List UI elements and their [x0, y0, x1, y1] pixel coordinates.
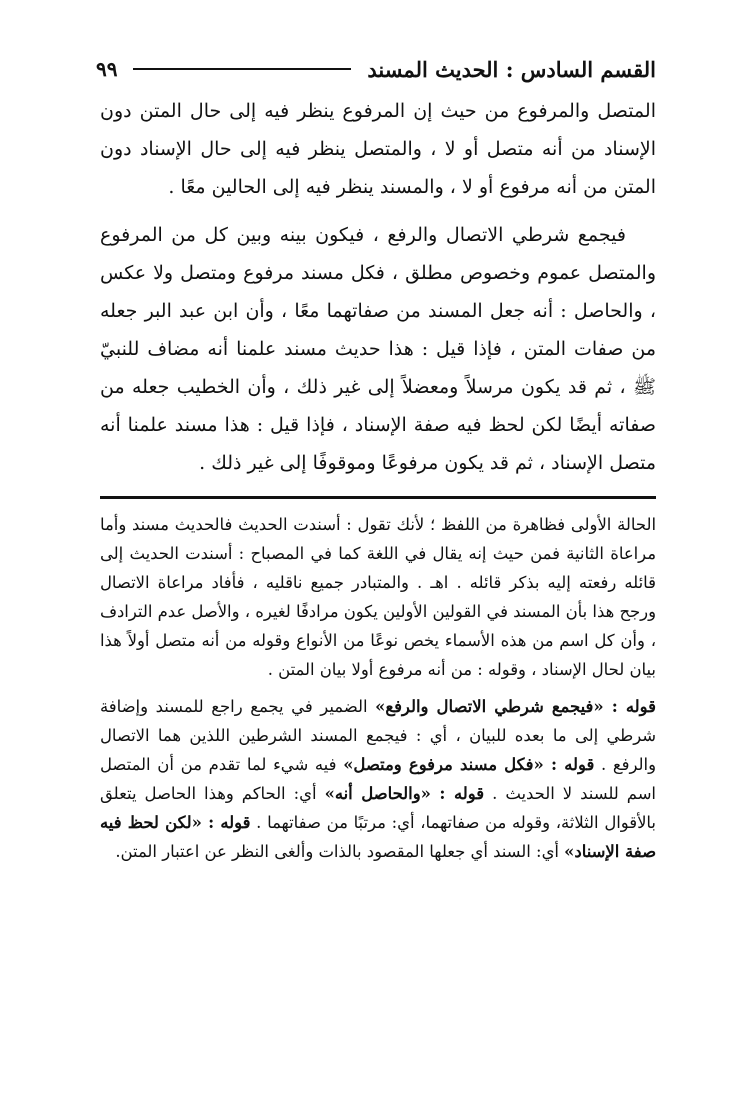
- page-number: ٩٩: [96, 57, 118, 81]
- running-title: القسم السادس : الحديث المسند: [367, 56, 656, 82]
- commentary-text: أي: السند أي جعلها المقصود بالذات وألغى النظر عن اعتبار المتن.: [115, 842, 565, 861]
- quote-label: قوله :: [603, 697, 656, 716]
- header-rule: [133, 68, 351, 70]
- footnote-paragraph: الحالة الأولى فظاهرة من اللفظ ؛ لأنك تقول : أسندت الحديث فالحديث مسند وأما مراعاة الثانية فمن حيث إنه يقال في اللغة كما في المصباح : أسندت الحديث إلى قائله رفعته إليه بذكر قائله . اهـ . والمتبادر جميع ناقليه ، فأفاد مراعاة الاتصال ورجح هذا بأن المسند في القولين الأولين يكون مرادفًا لغيره ، والأصل عدم الترادف ، وأن كل اسم من هذه الأسماء يخص نوعًا من الأنواع وقوله من أنه متصل أولاً هذا بيان لحال الإسناد ، وقوله : من أنه مرفوع أولا بيان المتن .: [100, 515, 656, 679]
- page-header: [96, 52, 656, 86]
- main-paragraph: فيجمع شرطي الاتصال والرفع ، فيكون بينه وبين كل من المرفوع والمتصل عموم وخصوص مطلق ، فكل مسند مرفوع ومتصل ولا عكس ، والحاصل : أنه جعل المسند من صفاتهما معًا ، وأن ابن عبد البر جعله من صفات المتن ، فإذا قيل : هذا حديث مسند علمنا أنه مضاف للنبيّ ﷺ ، ثم قد يكون مرسلاً ومعضلاً إلى غير ذلك ، وأن الخطيب جعله من صفاته أيضًا لكن لحظ فيه صفة الإسناد ، فإذا قيل : هذا مسند علمنا أنه متصل الإسناد ، ثم قد يكون مرفوعًا وموقوفًا إلى غير ذلك .: [100, 224, 656, 474]
- commentary-text: فيه شيء لما تقدم من أن المتصل اسم للسند لا الحديث .: [100, 755, 656, 803]
- quoted-text: قوله : «والحاصل أنه»: [324, 784, 485, 803]
- quoted-text: قوله : «فكل مسند مرفوع ومتصل»: [343, 755, 595, 774]
- footnotes: [100, 510, 656, 874]
- quoted-text: «فيجمع شرطي الاتصال والرفع»: [375, 697, 604, 716]
- quoted-text: قوله : «لكن لحظ فيه صفة الإسناد»: [100, 813, 656, 861]
- commentary-text: الضمير في يجمع راجع للمسند وإضافة شرطي إلى ما بعده للبيان ، أي : فيجمع المسند الشرطين اللذين هما الاتصال والرفع .: [100, 697, 656, 774]
- main-paragraph: المتصل والمرفوع من حيث إن المرفوع ينظر فيه إلى حال المتن دون الإسناد من أنه متصل أو لا ، والمتصل ينظر فيه إلى حال الإسناد دون المتن من أنه مرفوع أو لا ، والمسند ينظر فيه إلى الحالين معًا .: [100, 100, 656, 198]
- commentary-text: أي: الحاكم وهذا الحاصل يتعلق بالأقوال الثلاثة، وقوله من صفاتهما، أي: مرتبًا من صفاتهما .: [100, 784, 656, 832]
- footnote-divider: [100, 496, 656, 499]
- main-text: [100, 92, 656, 492]
- footnote-paragraph: [100, 692, 656, 866]
